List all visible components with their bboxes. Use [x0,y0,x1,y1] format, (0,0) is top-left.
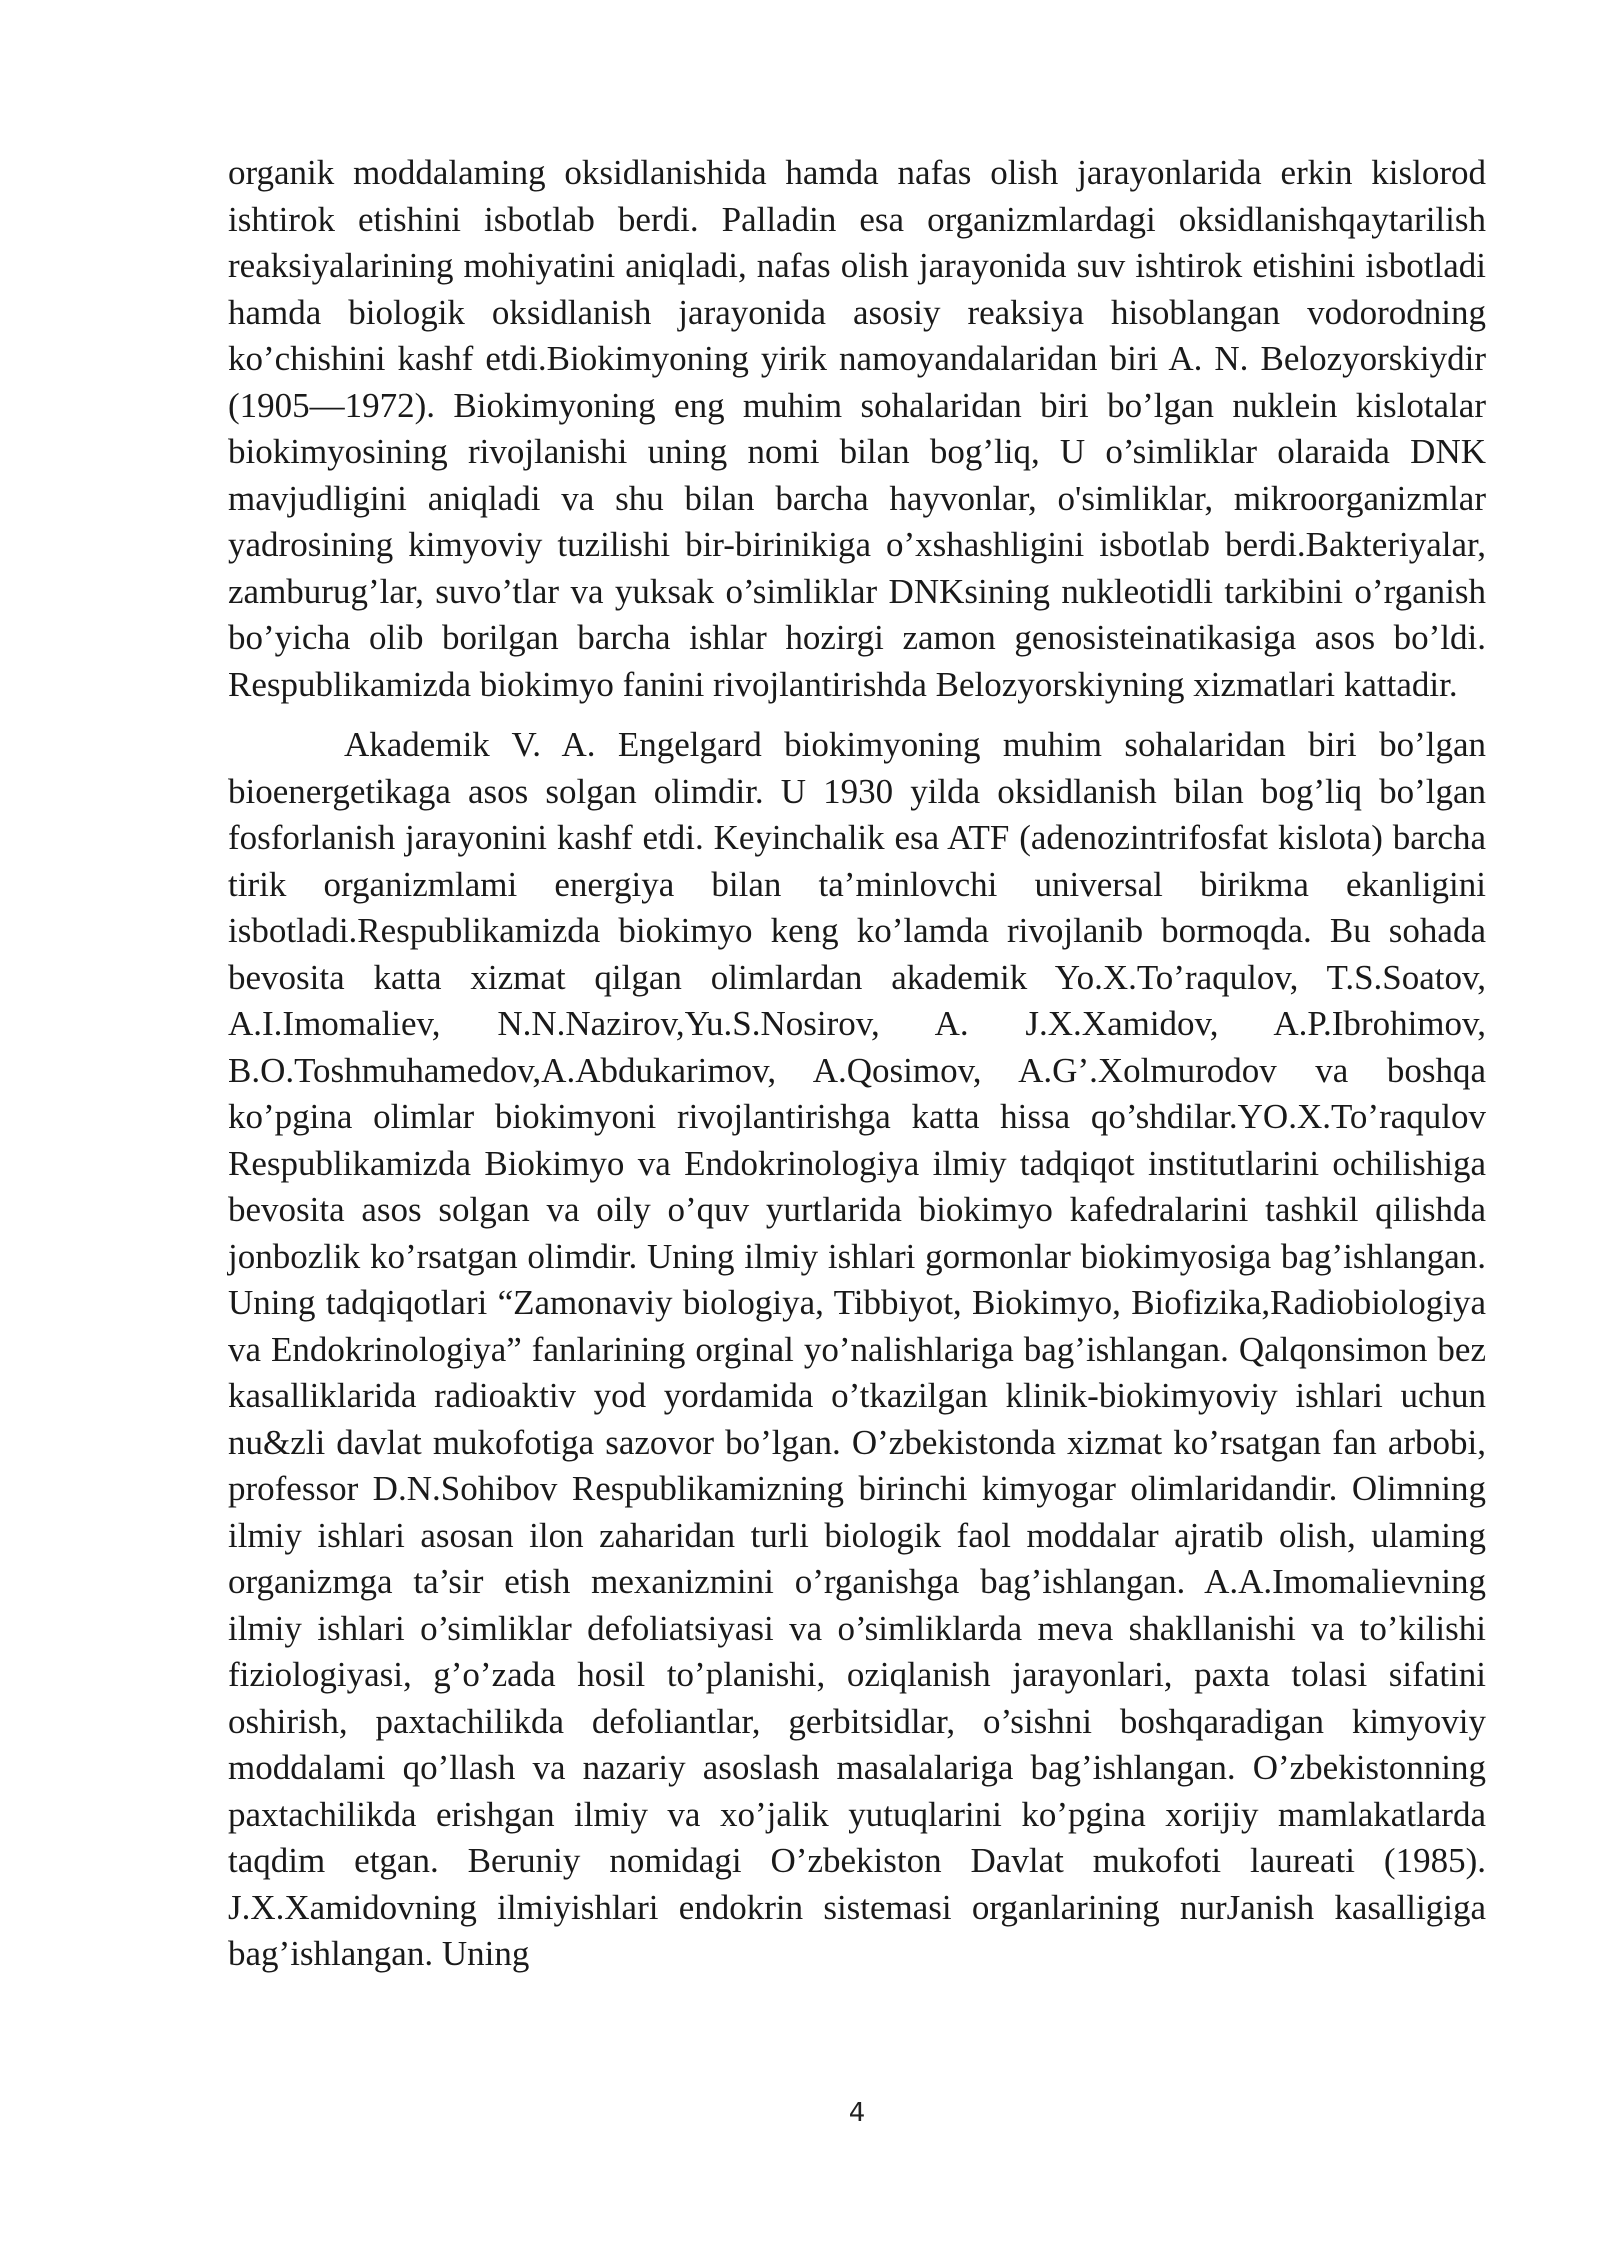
page-body [228,150,1486,1978]
paragraph-belozyorskiy: organik moddalaming oksidlanishida hamda nafas olish jarayonlarida erkin kislorod ishtirok etishini isbotlab berdi. Palladin esa organizmlardagi oksidlanishqaytarilish reaksiyalarining mohiyatini aniqladi, nafas olish jarayonida suv ishtirok etishini isbotladi hamda biologik oksidlanish jarayonida asosiy reaksiya hisoblangan vodorodning ko’chishini kashf etdi.Biokimyoning yirik namoyandalaridan biri A. N. Belozyorskiydir (1905—1972). Biokimyoning eng muhim sohalaridan biri bo’lgan nuklein kislotalar biokimyosining rivojlanishi uning nomi bilan bog’liq, U o’simliklar olaraida DNK mavjudligini aniqladi va shu bilan barcha hayvonlar, o'simliklar, mikroorganizmlar yadrosining kimyoviy tuzilishi bir-birinikiga o’xshashligini isbotlab berdi.Bakteriyalar, zamburug’lar, suvo’tlar va yuksak o’simliklar DNKsining nukleotidli tarkibini o’rganish bo’yicha olib borilgan barcha ishlar hozirgi zamon genosisteinatikasiga asos bo’ldi. Respublikamizda biokimyo fanini rivojlantirishda Belozyorskiyning xizmatlari kattadir. [228,153,1486,704]
paragraph-engelgard: Akademik V. A. Engelgard biokimyoning muhim sohalaridan biri bo’lgan bioenergetikaga asos solgan olimdir. U 1930 yilda oksidlanish bilan bog’liq bo’lgan fosforlanish jarayonini kashf etdi. Keyinchalik esa ATF (adenozintrifosfat kislota) barcha tirik organizmlami energiya bilan ta’minlovchi universal birikma ekanligini isbotladi.Respublikamizda biokimyo keng ko’lamda rivojlanib bormoqda. Bu sohada bevosita katta xizmat qilgan olimlardan akademik Yo.X.To’raqulov, T.S.Soatov, A.I.Imomaliev, N.N.Nazirov,Yu.S.Nosirov, A. J.X.Xamidov, A.P.Ibrohimov, B.O.Toshmuhamedov,A.Abdukarimov, A.Qosimov, A.G’.Xolmurodov va boshqa ko’pgina olimlar biokimyoni rivojlantirishga katta hissa qo’shdilar.YO.X.To’raqulov Respublikamizda Biokimyo va Endokrinologiya ilmiy tadqiqot institutlarini ochilishiga bevosita asos solgan va oily o’quv yurtlarida biokimyo kafedralarini tashkil qilishda jonbozlik ko’rsatgan olimdir. Uning ilmiy ishlari gormonlar biokimyosiga bag’ishlangan. Uning tadqiqotlari “Zamonaviy biologiya, Tibbiyot, Biokimyo, Biofizika,Radiobiologiya va Endokrinologiya” fanlarining orginal yo’nalishlariga bag’ishlangan. Qalqonsimon bez kasalliklarida radioaktiv yod yordamida o’tkazilgan klinik-biokimyoviy ishlari uchun nu&zli davlat mukofotiga sazovor bo’lgan. O’zbekistonda xizmat ko’rsatgan fan arbobi, professor D.N.Sohibov Respublikamizning birinchi kimyogar olimlaridandir. Olimning ilmiy ishlari asosan ilon zaharidan turli biologik faol moddalar ajratib olish, ulaming organizmga ta’sir etish mexanizmini o’rganishga bag’ishlangan. A.A.Imomalievning ilmiy ishlari o’simliklar defoliatsiyasi va o’simliklarda meva shakllanishi va to’kilishi fiziologiyasi, g’o’zada hosil to’planishi, oziqlanish jarayonlari, paxta tolasi sifatini oshirish, paxtachilikda defoliantlar, gerbitsidlar, o’sishni boshqaradigan kimyoviy moddalami qo’llash va nazariy asoslash masalalariga bag’ishlangan. O’zbekistonning paxtachilikda erishgan ilmiy va xo’jalik yutuqlarini ko’pgina xorijiy mamlakatlarda taqdim etgan. Beruniy nomidagi O’zbekiston Davlat mukofoti laureati (1985). J.X.Xamidovning ilmiyishlari endokrin sistemasi organlarining nurJanish kasalligiga bag’ishlangan. Uning [228,725,1486,1973]
page-number: 4 [848,2098,866,2128]
